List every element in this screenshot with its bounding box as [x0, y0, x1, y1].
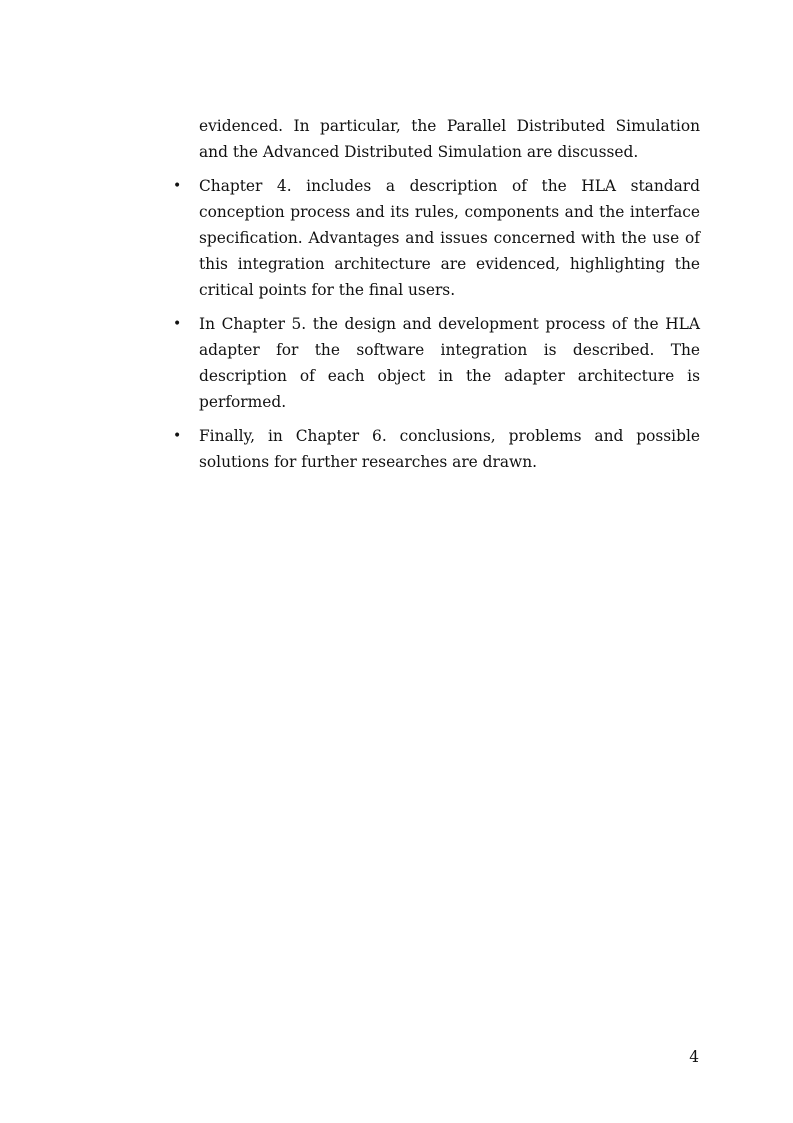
bullet-icon: •	[173, 428, 182, 444]
list-item-text: In Chapter 5. the design and development process of the HLA adapter for the software integration is described. The description of each object in the adapter architecture is performed.	[199, 315, 700, 411]
list-item	[172, 173, 700, 303]
page-number: 4	[689, 1048, 699, 1066]
bullet-icon: •	[173, 316, 182, 332]
bullet-icon: •	[173, 178, 182, 194]
continued-paragraph: evidenced. In particular, the Parallel Distributed Simulation and the Advanced Distributed Simulation are discussed.	[199, 117, 700, 161]
list-item-text: Chapter 4. includes a description of the HLA standard conception process and its rules, components and the interface specification. Advantages and issues concerned with the use of this integration architecture are evidenced, highlighting the critical points for the final users.	[199, 177, 700, 299]
page-body	[172, 113, 700, 483]
list-item	[172, 423, 700, 475]
list-item-text: Finally, in Chapter 6. conclusions, problems and possible solutions for further researches are drawn.	[199, 427, 700, 471]
chapter-list	[172, 173, 700, 475]
list-item	[172, 311, 700, 415]
